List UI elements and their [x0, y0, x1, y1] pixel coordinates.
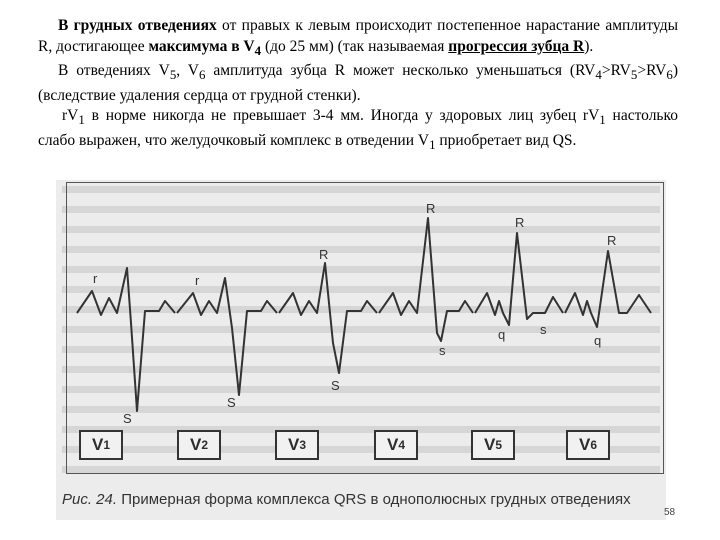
caption-number: Рис. 24.: [62, 491, 118, 508]
text-run: амплитуда зубца R может несколько уменьшаться (RV: [205, 62, 596, 80]
lead-number: 6: [590, 438, 598, 452]
text-run: 1: [78, 112, 85, 128]
lead-letter: V: [91, 435, 104, 454]
ecg-trace-v5: [475, 233, 563, 325]
lead-box-v1: [79, 430, 123, 460]
wave-label: q: [594, 333, 602, 348]
text-run: rV: [62, 107, 79, 125]
lead-number: 1: [103, 438, 111, 452]
text-run: 1: [429, 136, 436, 152]
lead-box-v2: [177, 430, 221, 460]
wave-label: R: [426, 201, 436, 216]
lead-box-v5: [471, 430, 515, 460]
lead-number: 5: [495, 438, 503, 452]
lead-letter: V: [287, 435, 300, 454]
text-run: максимума в V: [148, 37, 255, 55]
text-run: 1: [599, 112, 606, 128]
text-run: настолько слабо выражен, что желудочковый комплекс в отведении V: [38, 107, 678, 149]
paragraph-r-progression: [38, 16, 678, 61]
ecg-panel: [66, 182, 664, 474]
wave-label: R: [319, 247, 329, 262]
wave-label: R: [515, 215, 525, 230]
lead-number: 3: [299, 438, 307, 452]
lead-letter: V: [386, 435, 399, 454]
wave-label: S: [227, 395, 236, 410]
text-run: 4: [595, 67, 602, 83]
text-run: ) (вследствие удаления сердца от грудной стенки).: [38, 62, 678, 104]
wave-label: S: [331, 378, 340, 393]
paragraph-rv1-norm: [38, 106, 678, 155]
text-run: >RV: [601, 62, 631, 80]
wave-label: R: [607, 233, 617, 248]
figure-caption: [62, 491, 631, 508]
text-run: ).: [584, 37, 594, 55]
ecg-trace-v1: [77, 268, 175, 411]
wave-label: r: [195, 273, 200, 288]
text-run: >RV: [637, 62, 667, 80]
lead-letter: V: [483, 435, 496, 454]
text-run: в норме никогда не превышает 3-4 мм. Иногда у здоровых лиц зубец rV: [84, 107, 600, 125]
lead-number: 4: [398, 438, 406, 452]
wave-label: q: [498, 327, 506, 342]
lead-box-v3: [275, 430, 319, 460]
text-run: 4: [254, 42, 262, 58]
wave-label: s: [439, 343, 446, 358]
text-run: прогрессия зубца R: [448, 37, 585, 55]
paragraph-r-decrease: [38, 61, 678, 106]
text-run: В грудных отведениях: [58, 17, 217, 34]
text-run: , V: [176, 62, 199, 80]
wave-label: S: [123, 411, 132, 426]
lead-number: 2: [201, 438, 209, 452]
text-run: 5: [169, 67, 177, 83]
lead-letter: V: [578, 435, 591, 454]
ecg-trace-v6: [565, 251, 651, 327]
ecg-trace-v4: [379, 218, 473, 341]
lead-box-v4: [374, 430, 418, 460]
text-run: 5: [630, 67, 638, 83]
text-run: 6: [666, 67, 673, 83]
lead-letter: V: [189, 435, 202, 454]
caption-text: Примерная форма комплекса QRS в однополюсных грудных отведениях: [117, 491, 631, 508]
figure-qrs-chest-leads: [56, 180, 666, 520]
lead-box-v6: [566, 430, 610, 460]
text-run: 6: [198, 67, 206, 83]
wave-label: s: [540, 322, 547, 337]
wave-label: r: [93, 271, 98, 286]
ecg-trace-v2: [177, 278, 277, 395]
text-run: В отведениях V: [58, 62, 170, 80]
page-number: 58: [664, 507, 676, 518]
ecg-trace-v3: [279, 263, 377, 373]
text-run: (до 25 мм) (так называемая: [261, 37, 449, 55]
text-run: приобретает вид QS.: [435, 131, 577, 149]
text-run: от правых к левым происходит постепенное нарастание амплитуды R, достигающее: [38, 17, 678, 55]
body-text: [38, 16, 678, 155]
